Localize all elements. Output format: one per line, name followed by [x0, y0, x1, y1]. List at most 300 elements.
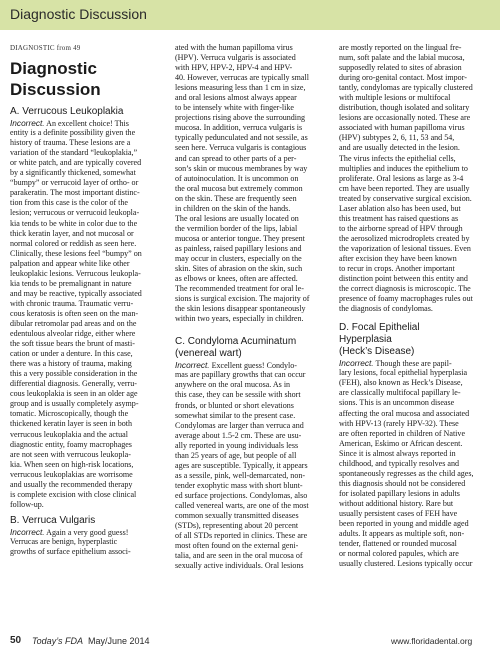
text-line [339, 264, 491, 274]
text-line-content: sexually active individuals. Oral lesions [175, 561, 304, 571]
text-line [339, 93, 491, 103]
text-line [339, 459, 491, 469]
section-a-body [10, 118, 160, 510]
text-line-content: is complete excision with close clinical [10, 489, 137, 499]
text-line [10, 158, 160, 168]
section-d-heading: D. Focal Epithelial [339, 322, 420, 334]
text-line-content: and usually the recommended therapy [10, 479, 133, 489]
text-line [10, 537, 160, 547]
text-line [10, 450, 160, 460]
incorrect-lead-in: Incorrect. [10, 526, 45, 537]
text-line-content: with HPV-13 (rarely HPV-32). These [339, 418, 459, 428]
text-line [175, 390, 325, 400]
text-line-content: and can spread to other parts of a per- [175, 153, 297, 163]
text-line [339, 529, 491, 539]
text-line-content: history of trauma. These lesions are a [10, 138, 131, 148]
text-line-content: as painless, raised papillary lesions and [175, 243, 302, 253]
text-line-content: multiplies and induces the epithelium to [339, 163, 468, 173]
section-b-continued-body [175, 43, 325, 324]
text-line [10, 168, 160, 178]
text-line-content: of autoinoculation. It is uncommon on [175, 173, 299, 183]
text-line-content: verrucous leukoplakias are worrisome [10, 469, 133, 479]
text-line [175, 304, 325, 314]
text-line-content: without additional history. Rare but [339, 498, 454, 508]
text-line-content: the vaporization of lesional tissues. Even [339, 243, 471, 253]
section-a-heading: A. Verrucous Leukoplakia [10, 106, 124, 118]
text-line-content: anywhere on the oral mucosa. As in [175, 380, 291, 390]
text-line-content: and oral lesions almost always appear [175, 93, 297, 103]
text-line [175, 103, 325, 113]
text-line [175, 164, 325, 174]
text-line [10, 399, 160, 409]
text-line-content: average about 1.5-2 cm. These are usu- [175, 430, 302, 440]
text-line-content: (STDs), representing about 20 percent [175, 521, 299, 531]
text-line-content: to recur in crops. Another important [339, 264, 455, 274]
text-line-content: growths of surface epithelium associ- [10, 546, 131, 556]
text-line [175, 411, 325, 421]
text-line-content: proliferate. Oral lesions as large as 3-4 [339, 173, 464, 183]
column-2 [175, 43, 325, 571]
section-c-heading: C. Condyloma Acuminatum [175, 336, 297, 348]
text-line-content: typically pedunculated and not sessile, as [175, 133, 308, 143]
text-line [10, 349, 160, 359]
article-title-line-1: Diagnostic [10, 59, 97, 79]
text-line-content: tomatic. Microscopically, though the [10, 409, 129, 419]
text-line-content: entity is a definite possibility given the [10, 128, 136, 138]
text-line-content: than 25 years of age, but people of all [175, 450, 297, 460]
text-line [339, 53, 491, 63]
text-line-content: son’s skin or mucous membranes by way [175, 163, 308, 173]
text-line [339, 214, 491, 224]
text-line-content: Excellent guess! Condylo- [209, 361, 297, 371]
section-d-heading-line-3: (Heck’s Disease) [339, 346, 415, 358]
text-line-content: as elbows or knees, often are affected. [175, 274, 298, 284]
text-line [175, 143, 325, 153]
text-line [175, 360, 325, 370]
text-line-content: treated by conservative surgical excision. [339, 193, 472, 203]
text-line-content: lesions measuring less than 1 cm in size, [175, 83, 306, 93]
text-line [339, 509, 491, 519]
text-line [10, 359, 160, 369]
text-line-content: the skin lesions disappear spontaneously [175, 304, 306, 314]
text-line-content: Though these are papil- [373, 359, 452, 369]
text-line-content: lesions are occasionally noted. These are [339, 113, 471, 123]
text-line-content: the soft tissue bears the brunt of masti- [10, 339, 135, 349]
text-line-content: ally reported in young individuals less [175, 440, 299, 450]
text-line [339, 73, 491, 83]
text-line [175, 194, 325, 204]
section-b-heading: B. Verruca Vulgaris [10, 514, 96, 526]
page-number: 50 [10, 635, 22, 646]
text-line [339, 143, 491, 153]
text-line-content: The virus infects the epithelial cells, [339, 153, 456, 163]
text-line [175, 441, 325, 451]
text-line-content: the diagnosis of condylomas. [339, 304, 433, 314]
text-line-content: thick keratin layer, and not mucosal or [10, 228, 134, 238]
text-line [339, 388, 491, 398]
text-line-content: usually clustered. Lesions typically occur [339, 559, 473, 569]
text-line-content: sions is surgical excision. The majority of [175, 294, 310, 304]
text-line-content: fronds, or blunted or short elevations [175, 400, 294, 410]
text-line [10, 208, 160, 218]
section-d-heading-line-2: Hyperplasia [339, 334, 392, 346]
text-line [339, 254, 491, 264]
text-line-content: common sexually transmitted diseases [175, 511, 299, 521]
text-line [175, 471, 325, 481]
text-line-content: lesion; verrucous or verrucoid leukopla- [10, 208, 140, 218]
text-line [339, 539, 491, 549]
text-line [339, 63, 491, 73]
text-line [10, 470, 160, 480]
text-line-content: are mostly reported on the lingual fre- [339, 43, 462, 52]
text-line-content: Laser ablation also has been used, but [339, 203, 461, 213]
incorrect-lead-in: Incorrect. [175, 360, 210, 371]
text-line-content: supposedly related to sites of abrasion [339, 63, 462, 73]
text-line [10, 239, 160, 249]
text-line-content: The oral lesions are usually located on [175, 213, 299, 223]
text-line-content: and are usually detected in the lesion. [339, 143, 460, 153]
text-line [175, 73, 325, 83]
text-line-content: seen here. Verruca vulgaris is contagious [175, 143, 307, 153]
text-line-content: with chronic trauma. Traumatic verru- [10, 298, 134, 308]
text-line [175, 461, 325, 471]
text-line [175, 314, 325, 324]
text-line [175, 511, 325, 521]
text-line-content: sions. This is an uncommon disease [339, 398, 455, 408]
text-line [10, 198, 160, 208]
text-line [10, 148, 160, 158]
text-line-content: the correct diagnosis is microscopic. The [339, 284, 471, 294]
text-line-content: normal colored or reddish as seen here. [10, 238, 137, 248]
text-line [339, 499, 491, 509]
text-line [10, 299, 160, 309]
text-line-content: tion from this case is the color of the [10, 198, 128, 208]
text-line [10, 118, 160, 128]
text-line [339, 174, 491, 184]
text-line [10, 178, 160, 188]
text-line-content: ed surface projections. Condylomas, also [175, 490, 308, 500]
text-line [175, 421, 325, 431]
text-line [10, 309, 160, 319]
text-line [10, 229, 160, 239]
text-line [175, 53, 325, 63]
text-line-content: Verrucas are benign, hyperplastic [10, 536, 118, 546]
text-line [339, 103, 491, 113]
text-line [10, 188, 160, 198]
text-line-content: thickened keratin layer is seen in both [10, 419, 133, 429]
text-line-content: dibular retromolar pad areas and on the [10, 318, 137, 328]
text-line-content: affecting the oral mucosa and associated [339, 408, 470, 418]
text-line [175, 264, 325, 274]
text-line-content: been reported in young and middle aged [339, 519, 469, 529]
text-line [175, 83, 325, 93]
text-line [339, 368, 491, 378]
text-line [175, 154, 325, 164]
section-header-bar [0, 0, 500, 30]
text-line-content: of all STDs reported in clinics. These are [175, 531, 308, 541]
text-line-content: or normal colored papules, which are [339, 549, 459, 559]
text-line-content: mucosa. In addition, verruca vulgaris is [175, 123, 303, 133]
text-line [175, 184, 325, 194]
text-line [175, 481, 325, 491]
text-line [10, 430, 160, 440]
text-line-content: after excision they have been known [339, 253, 457, 263]
text-line-content: Clinically, these lesions feel “bumpy” on [10, 248, 142, 258]
text-line [175, 294, 325, 304]
text-line [175, 551, 325, 561]
text-line [10, 249, 160, 259]
text-line [339, 549, 491, 559]
text-line [175, 541, 325, 551]
text-line-content: (FEH), also known as Heck’s Disease, [339, 378, 463, 388]
incorrect-lead-in: Incorrect. [339, 358, 374, 369]
section-d-body [339, 358, 491, 569]
text-line-content: tender exophytic mass with short blunt- [175, 480, 303, 490]
text-line [175, 204, 325, 214]
text-line [10, 500, 160, 510]
text-line [339, 274, 491, 284]
text-line-content: somewhat similar to the present case. [175, 410, 296, 420]
text-line [175, 224, 325, 234]
text-line [339, 133, 491, 143]
text-line [10, 409, 160, 419]
text-line [175, 274, 325, 284]
text-line [175, 113, 325, 123]
text-line [175, 254, 325, 264]
text-line [175, 284, 325, 294]
article-title-line-2: Discussion [10, 80, 101, 100]
text-line-content: to the airborne spread of HPV through [339, 223, 463, 233]
text-line [339, 294, 491, 304]
text-line-content: num, soft palate and the labial mucosa, [339, 53, 465, 63]
text-line-content: cation or under a denture. In this case, [10, 349, 133, 359]
text-line [175, 491, 325, 501]
text-line [175, 531, 325, 541]
section-header-title: Diagnostic Discussion [10, 6, 147, 22]
text-line-content: The recommended treatment for oral le- [175, 284, 304, 294]
section-c-body [175, 360, 325, 571]
text-line [339, 358, 491, 368]
text-line-content: American, Eskimo or African descent. [339, 438, 463, 448]
text-line-content: (HPV). Verruca vulgaris is associated [175, 53, 296, 63]
text-line-content: this treatment has raised questions as [339, 213, 459, 223]
text-line-content: and may be reactive, typically associated [10, 288, 142, 298]
text-line-content: cous keratosis is often seen on the man- [10, 308, 139, 318]
text-line-content: follow-up. [10, 499, 44, 509]
text-line-content: edentulous alveolar ridge, either where [10, 329, 136, 339]
text-line-content: mucosa or anterior tongue. They present [175, 233, 305, 243]
text-line-content: verrucous leukoplakia and the actual [10, 429, 128, 439]
issue-date: May/June 2014 [88, 636, 150, 646]
text-line [10, 440, 160, 450]
text-line [339, 419, 491, 429]
text-line [339, 123, 491, 133]
text-line-content: An excellent choice! This [44, 119, 129, 129]
text-line-content: most often found on the external geni- [175, 541, 299, 551]
text-line [175, 93, 325, 103]
text-line [339, 164, 491, 174]
text-line-content: with HPV, HPV-2, HPV-4 and HPV- [175, 63, 293, 73]
text-line [339, 43, 491, 53]
website-url: www.floridadental.org [391, 636, 473, 646]
text-line-content: spontaneously regresses as the child ages, [339, 468, 474, 478]
text-line [339, 378, 491, 388]
text-line-content: adults. It appears as multiple soft, non- [339, 529, 465, 539]
text-line-content: Since it is almost always reported in [339, 448, 456, 458]
text-line [339, 439, 491, 449]
text-line [339, 304, 491, 314]
text-line [175, 214, 325, 224]
text-line-content: distinction point between this entity and [339, 274, 468, 284]
text-line [175, 501, 325, 511]
text-line [175, 123, 325, 133]
text-line [10, 369, 160, 379]
section-c-subheading: (venereal wart) [175, 348, 242, 360]
text-line [175, 63, 325, 73]
text-line [10, 339, 160, 349]
text-line [10, 279, 160, 289]
text-line [175, 234, 325, 244]
text-line-content: Again a very good guess! [44, 527, 129, 537]
text-line [10, 460, 160, 470]
text-line-content: cm have been reported. They are usually [339, 183, 470, 193]
text-line [10, 319, 160, 329]
text-line [10, 419, 160, 429]
text-line-content: by a significantly thickened, somewhat [10, 168, 136, 178]
text-line [175, 133, 325, 143]
text-line-content: the oral mucosa but extremely common [175, 183, 303, 193]
text-line-content: usually persistent cases of FEH have [339, 508, 458, 518]
text-line [339, 398, 491, 408]
text-line-content: within two years, especially in children. [175, 314, 304, 324]
text-line-content: talia, and are seen in the oral mucosa of [175, 551, 303, 561]
continued-from-kicker: DIAGNOSTIC from 49 [10, 44, 81, 52]
text-line-content: kia tends to be premalignant in nature [10, 278, 132, 288]
text-line-content: with multiple lesions or multifocal [339, 93, 451, 103]
text-line-content: lary lesions, focal epithelial hyperplasia [339, 368, 468, 378]
text-line [339, 449, 491, 459]
text-line-content: or white patch, and are typically covered [10, 158, 142, 168]
text-line [10, 289, 160, 299]
text-line [339, 83, 491, 93]
text-line-content: distribution, though isolated and solitary [339, 103, 470, 113]
text-line-content: this a very possible consideration in the [10, 369, 138, 379]
text-line-content: skin. Sites of abrasion on the skin, such [175, 264, 303, 274]
text-line [10, 527, 160, 537]
section-b-body [10, 527, 160, 557]
text-line-content: variation of the standard “leukoplakia,” [10, 148, 138, 158]
text-line-content: tender, flattened or rounded mucosal [339, 539, 457, 549]
incorrect-lead-in: Incorrect. [10, 118, 45, 129]
text-line-content: “bumpy” or verrucoid layer of ortho- or [10, 178, 139, 188]
text-line [175, 521, 325, 531]
text-line-content: on the skin. These are frequently seen [175, 193, 297, 203]
text-line [175, 380, 325, 390]
text-line-content: called venereal warts, are one of the most [175, 500, 309, 510]
text-line-content: ages are susceptible. Typically, it appears [175, 460, 308, 470]
text-line-content: the aerosolized microdroplets created by [339, 233, 470, 243]
text-line [10, 490, 160, 500]
magazine-name: Today’s FDA [32, 636, 84, 646]
column-3 [339, 43, 491, 569]
text-line-content: for isolated papillary lesions in adults [339, 488, 460, 498]
text-line [339, 204, 491, 214]
text-line [10, 219, 160, 229]
text-line-content: to be intensely white with finger-like [175, 103, 294, 113]
text-line [175, 174, 325, 184]
text-line-content: cous leukoplakia is seen in an older age [10, 389, 138, 399]
text-line [10, 389, 160, 399]
text-line-content: associated with human papilloma virus [339, 123, 465, 133]
column-1 [10, 43, 160, 557]
text-line-content: are not seen with verrucous leukopla- [10, 449, 131, 459]
text-line [175, 401, 325, 411]
text-line-content: may occur in clusters, especially on the [175, 253, 302, 263]
text-line-content: tantly, condylomas are typically clustered [339, 83, 473, 93]
text-line-content: this case, they can be sessile with short [175, 390, 301, 400]
text-line [10, 269, 160, 279]
text-line-content: projections rising above the surrounding [175, 113, 306, 123]
text-line [339, 479, 491, 489]
text-line [339, 234, 491, 244]
text-line-content: during oro-genital contact. Most impor- [339, 73, 467, 83]
text-line [175, 431, 325, 441]
text-line-content: mas are papillary growths that can occur [175, 370, 306, 380]
text-line [10, 329, 160, 339]
text-line [339, 184, 491, 194]
text-line-content: are classically multifocal papillary le- [339, 388, 461, 398]
text-line [10, 547, 160, 557]
text-line [175, 43, 325, 53]
text-line-content: there was a history of trauma, making [10, 359, 132, 369]
text-line-content: differential diagnosis. Generally, verru- [10, 379, 137, 389]
text-line-content: presence of foamy macrophages rules out [339, 294, 473, 304]
text-line [10, 259, 160, 269]
text-line [339, 559, 491, 569]
text-line-content: Condylomas are larger than verruca and [175, 420, 304, 430]
text-line [339, 154, 491, 164]
text-line [175, 451, 325, 461]
text-line-content: palpation and appear white like other [10, 258, 130, 268]
text-line [175, 561, 325, 571]
text-line [10, 128, 160, 138]
text-line-content: are often reported in children of Native [339, 428, 466, 438]
text-line-content: the vermilion border of the lips, labial [175, 223, 298, 233]
text-line [339, 469, 491, 479]
text-line [10, 138, 160, 148]
text-line [10, 480, 160, 490]
text-line-content: kia tends to be white in color due to the [10, 218, 138, 228]
text-line-content: in children on the skin of the hands. [175, 203, 291, 213]
text-line [339, 519, 491, 529]
text-line-content: diagnostic entity, foamy macrophages [10, 439, 132, 449]
text-line-content: parakeratin. The most important distinc- [10, 188, 140, 198]
text-line-content: ated with the human papilloma virus [175, 43, 293, 52]
text-line-content: this diagnosis should not be considered [339, 478, 466, 488]
text-line [339, 489, 491, 499]
text-line [175, 244, 325, 254]
text-line-content: 40. However, verrucas are typically small [175, 73, 309, 83]
text-line [339, 194, 491, 204]
text-line-content: (HPV) subtypes 2, 6, 11, 53 and 54, [339, 133, 455, 143]
text-line-content: childhood, and typically resolves and [339, 458, 460, 468]
text-line-content: leukoplakic lesions. Verrucous leukopla- [10, 268, 141, 278]
text-line [339, 409, 491, 419]
text-line [10, 379, 160, 389]
text-line [339, 429, 491, 439]
text-line [175, 370, 325, 380]
text-line [339, 113, 491, 123]
